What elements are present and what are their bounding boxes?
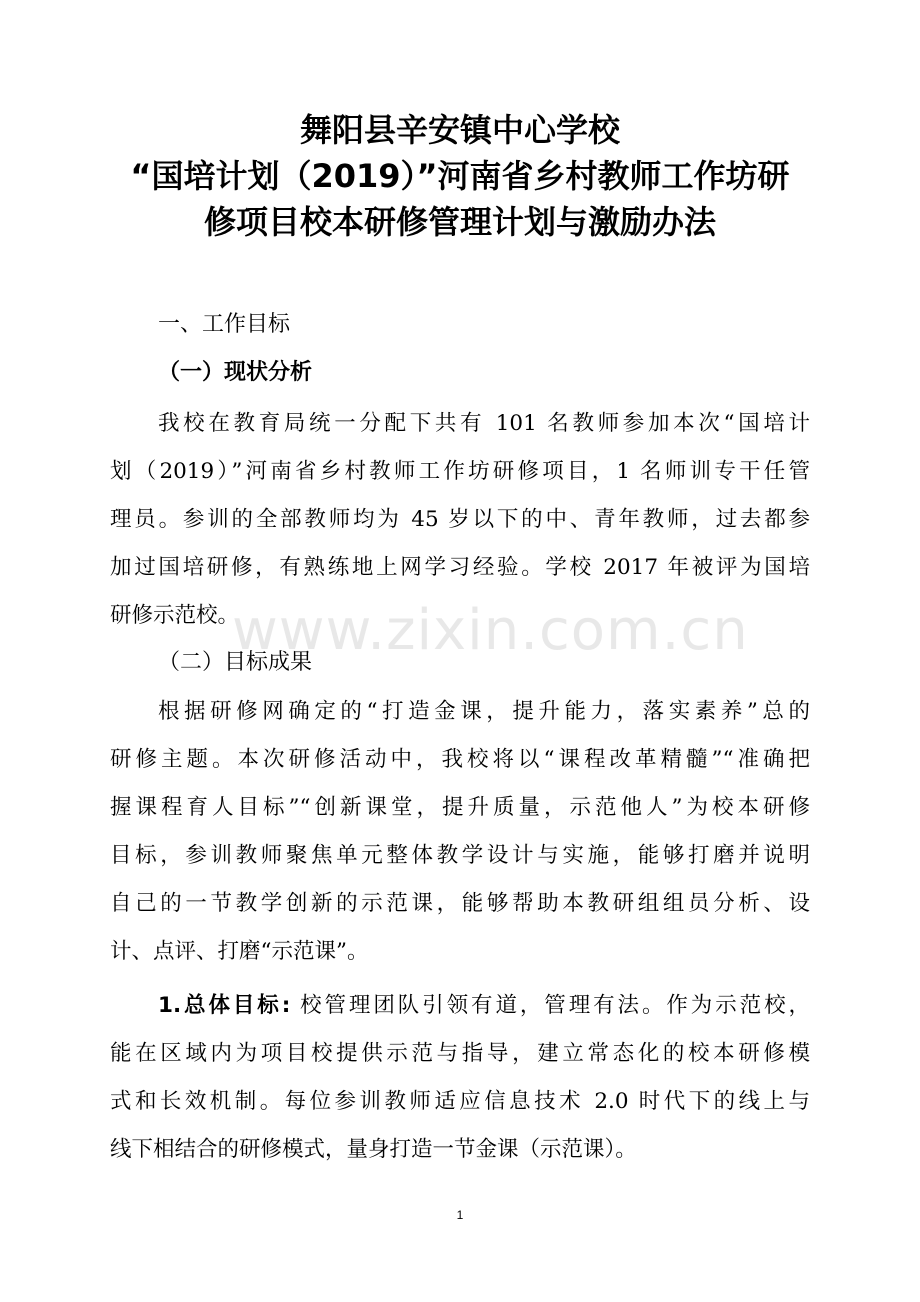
title-line-3: 修项目校本研修管理计划与激励办法 — [203, 203, 716, 241]
paragraph-overall-goal — [110, 982, 810, 1174]
paragraph-line: 目标，参训教师聚焦单元整体教学设计与实施，能够打磨并说明 — [110, 843, 810, 868]
paragraph-line: 线下相结合的研修模式，量身打造一节金课（示范课）。 — [110, 1137, 637, 1162]
paragraph-line: 研修示范校。 — [110, 603, 240, 628]
paragraph-line: 研修主题。本次研修活动中，我校将以“课程改革精髓”“准确把 — [110, 747, 810, 772]
subheading-status-analysis: （一）现状分析 — [158, 360, 313, 385]
paragraph-line: 划（2019）”河南省乡村教师工作坊研修项目，1 名师训专干任管 — [110, 459, 810, 484]
paragraph-line: 理员。参训的全部教师均为 45 岁以下的中、青年教师，过去都参 — [110, 507, 810, 532]
paragraph-line: 我校在教育局统一分配下共有 101 名教师参加本次“国培计 — [158, 411, 810, 436]
document-title — [0, 107, 920, 245]
overall-goal-text: 校管理团队引领有道，管理有法。作为示范校， — [290, 993, 810, 1018]
watermark: www.zixin.com.cn — [232, 598, 749, 663]
paragraph-line: 计、点评、打磨“示范课”。 — [110, 939, 369, 964]
paragraph-line: 式和长效机制。每位参训教师适应信息技术 2.0 时代下的线上与 — [110, 1089, 810, 1114]
title-line-2: “国培计划（2019）”河南省乡村教师工作坊研 — [130, 157, 790, 195]
subheading-target-results: （二）目标成果 — [158, 650, 313, 675]
section-heading-work-goals: 一、工作目标 — [158, 312, 291, 337]
paragraph-target-results — [110, 688, 810, 976]
page-number: 1 — [456, 1208, 464, 1222]
paragraph-line: 加过国培研修，有熟练地上网学习经验。学校 2017 年被评为国培 — [110, 555, 810, 580]
overall-goal-label: 1.总体目标: — [158, 993, 291, 1018]
paragraph-line: 能在区域内为项目校提供示范与指导，建立常态化的校本研修模 — [110, 1041, 810, 1066]
paragraph-line: 握课程育人目标”“创新课堂，提升质量，示范他人”为校本研修 — [110, 795, 810, 820]
paragraph-line: 自己的一节教学创新的示范课，能够帮助本教研组组员分析、设 — [110, 891, 810, 916]
paragraph-line — [110, 982, 810, 1030]
paragraph-status-analysis — [110, 400, 810, 640]
title-line-1: 舞阳县辛安镇中心学校 — [299, 111, 620, 149]
paragraph-line: 根据研修网确定的“打造金课，提升能力，落实素养”总的 — [158, 699, 810, 724]
